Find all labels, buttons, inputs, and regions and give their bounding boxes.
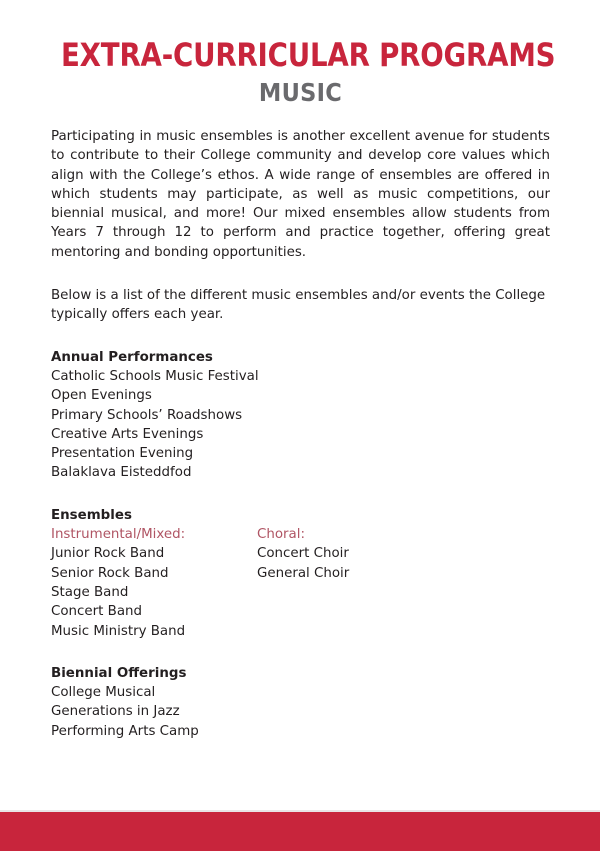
- biennial-offerings-list: [51, 683, 550, 741]
- list-item: Generations in Jazz: [51, 704, 180, 720]
- list-item: Open Evenings: [51, 388, 152, 404]
- list-item: Balaklava Eisteddfod: [51, 465, 192, 481]
- instrumental-mixed-heading: Instrumental/Mixed:: [51, 527, 186, 543]
- instrumental-mixed-list: [51, 544, 257, 640]
- annual-performances-heading: Annual Performances: [51, 349, 213, 365]
- footer-band: [0, 812, 600, 851]
- list-item: Music Ministry Band: [51, 623, 186, 639]
- list-item: Junior Rock Band: [51, 546, 165, 562]
- list-item: Presentation Evening: [51, 446, 194, 462]
- list-item: Catholic Schools Music Festival: [51, 368, 259, 384]
- list-item: Creative Arts Evenings: [51, 426, 204, 442]
- list-item: Performing Arts Camp: [51, 723, 199, 739]
- annual-performances-list: [51, 367, 550, 483]
- list-item: General Choir: [257, 565, 350, 581]
- list-item: Primary Schools’ Roadshows: [51, 407, 243, 423]
- ensembles-choral-column: [257, 525, 550, 583]
- list-item: Concert Choir: [257, 546, 349, 562]
- ensembles-instrumental-column: [51, 525, 257, 641]
- section-ensembles: [51, 483, 550, 641]
- list-item: Stage Band: [51, 584, 129, 600]
- ensembles-columns: [51, 525, 550, 641]
- section-annual-performances: [51, 325, 550, 483]
- choral-heading: Choral:: [257, 527, 305, 543]
- choral-list: [257, 544, 550, 583]
- biennial-offerings-heading: Biennial Offerings: [51, 665, 187, 681]
- ensembles-heading: Ensembles: [51, 507, 132, 523]
- intro-paragraph: Participating in music ensembles is another excellent avenue for students to contribute to their College community and develop core values which align with the College’s ethos. A wide range of ensembles are offered in which students may participate, as well as music competitions, our biennial musical, and more! Our mixed ensembles allow students from Years 7 through 12 to perform and practice together, offering great mentoring and bonding opportunities.: [51, 129, 550, 260]
- list-item: College Musical: [51, 685, 156, 701]
- section-biennial-offerings: [51, 641, 550, 741]
- document-content: [51, 0, 556, 741]
- list-intro-paragraph: Below is a list of the different music ensembles and/or events the College typically offers each year.: [51, 288, 546, 323]
- page-title: EXTRA-CURRICULAR PROGRAMS: [60, 36, 556, 74]
- list-item: Senior Rock Band: [51, 565, 169, 581]
- page-subtitle: MUSIC: [258, 78, 343, 107]
- list-item: Concert Band: [51, 604, 143, 620]
